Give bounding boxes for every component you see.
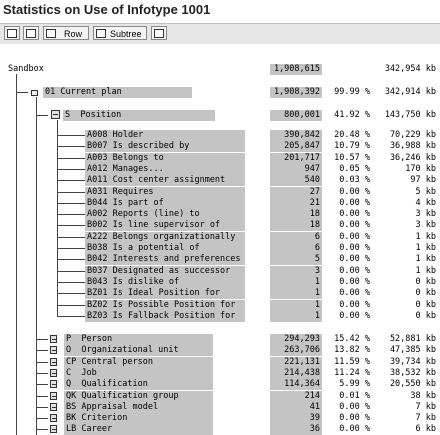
tree-area xyxy=(0,44,440,435)
relation-kb: 3 kb xyxy=(415,220,436,231)
hierarchy-icon xyxy=(154,29,164,38)
position-node[interactable]: S Position xyxy=(63,110,215,121)
relation-pct: 0.00 % xyxy=(339,186,370,197)
object-type-row[interactable]: O Organizational unit xyxy=(64,345,213,356)
relation-pct: 0.00 % xyxy=(339,231,370,242)
row-icon xyxy=(46,29,56,38)
plan-count: 1,908,392 xyxy=(270,87,322,98)
relation-kb: 5 kb xyxy=(415,186,436,197)
relation-count: 18 xyxy=(270,220,322,231)
position-pct: 41.92 % xyxy=(334,110,370,120)
relation-pct: 0.00 % xyxy=(339,254,370,265)
row-button-label: Row xyxy=(64,29,83,39)
tree-line xyxy=(57,135,85,136)
relation-count: 27 xyxy=(270,187,322,198)
object-count: 263,706 xyxy=(270,345,322,356)
relation-count: 1 xyxy=(270,300,322,311)
object-pct: 15.42 % xyxy=(334,334,370,344)
hierarchy-button[interactable] xyxy=(151,26,167,40)
object-count: 39 xyxy=(270,413,322,424)
relation-row[interactable]: BZ03 Is Fallback Position for xyxy=(85,311,245,322)
tree-line xyxy=(36,339,48,340)
expand-icon[interactable] xyxy=(50,392,57,400)
object-count: 36 xyxy=(270,424,322,435)
object-count: 214,438 xyxy=(270,368,322,379)
tree-line xyxy=(36,429,48,430)
object-pct: 13.82 % xyxy=(334,345,370,356)
relation-kb: 1 kb xyxy=(415,265,436,276)
relation-count: 205,847 xyxy=(270,141,322,152)
object-count: 114,364 xyxy=(270,379,322,390)
object-pct: 0.01 % xyxy=(339,390,370,401)
relation-count: 3 xyxy=(270,266,322,277)
tree-line xyxy=(57,214,85,215)
position-kb: 143,750 kb xyxy=(384,110,436,120)
relation-kb: 1 kb xyxy=(415,243,436,253)
tree-line xyxy=(36,115,48,116)
object-type-row[interactable]: QK Qualification group xyxy=(64,391,213,402)
relation-row[interactable]: B043 Is dislike of xyxy=(85,277,245,288)
tree-line xyxy=(57,271,85,272)
relation-kb: 170 kb xyxy=(405,163,436,174)
relation-count: 6 xyxy=(270,232,322,243)
relation-pct: 10.79 % xyxy=(334,141,370,152)
collapse-icon[interactable] xyxy=(51,110,60,119)
relation-kb: 70,229 kb xyxy=(389,130,436,140)
relation-pct: 0.00 % xyxy=(339,288,370,299)
relation-row[interactable]: BZ02 Is Possible Position for xyxy=(85,300,245,311)
expand-icon[interactable] xyxy=(50,358,57,366)
expand-all-button[interactable] xyxy=(4,26,20,40)
relation-row[interactable]: A011 Cost center assignment xyxy=(85,175,245,186)
object-type-row[interactable]: BS Appraisal model xyxy=(64,402,213,413)
object-kb: 7 kb xyxy=(415,413,436,424)
tree-line xyxy=(36,362,48,363)
relation-count: 6 xyxy=(270,243,322,254)
relation-pct: 0.00 % xyxy=(339,299,370,310)
page-title: Statistics on Use of Infotype 1001 xyxy=(3,2,211,17)
relation-kb: 0 kb xyxy=(415,276,436,287)
relation-count: 1 xyxy=(270,311,322,322)
relation-row[interactable]: A003 Belongs to xyxy=(85,153,245,164)
tree-line xyxy=(57,192,85,193)
root-count: 1,908,615 xyxy=(270,64,322,75)
relation-pct: 0.00 % xyxy=(339,276,370,287)
relation-pct: 0.00 % xyxy=(339,197,370,208)
plan-pct: 99.99 % xyxy=(334,87,370,97)
tree-line xyxy=(57,305,85,306)
tree-line xyxy=(57,225,85,226)
relation-kb: 1 kb xyxy=(415,231,436,242)
object-kb: 47,385 kb xyxy=(389,345,436,356)
object-count: 294,293 xyxy=(270,334,322,345)
expand-icon[interactable] xyxy=(50,425,57,433)
relation-count: 540 xyxy=(270,175,322,186)
tree-line xyxy=(36,407,48,408)
tree-line xyxy=(57,293,85,294)
relation-pct: 0.00 % xyxy=(339,310,370,321)
relation-row[interactable]: B002 Is line supervisor of xyxy=(85,220,245,231)
expand-icon[interactable] xyxy=(50,403,57,411)
object-type-row[interactable]: CP Central person xyxy=(64,357,213,368)
collapse-all-button[interactable] xyxy=(23,26,39,40)
position-count: 800,001 xyxy=(270,110,322,121)
relation-row[interactable]: BZ01 Is Ideal Position for xyxy=(85,288,245,299)
tree-line xyxy=(57,146,85,147)
object-pct: 5.99 % xyxy=(339,379,370,390)
tree-line xyxy=(36,418,48,419)
tree-line xyxy=(36,396,48,397)
relation-row[interactable]: A222 Belongs organizationally xyxy=(85,232,245,243)
tree-line xyxy=(57,158,85,159)
relation-pct: 10.57 % xyxy=(334,152,370,163)
tree-line xyxy=(57,237,85,238)
subtree-button-label: Subtree xyxy=(110,29,142,39)
relation-kb: 36,988 kb xyxy=(389,141,436,152)
object-pct: 11.24 % xyxy=(334,367,370,378)
expand-icon[interactable] xyxy=(50,346,57,354)
object-pct: 11.59 % xyxy=(334,356,370,367)
relation-count: 1 xyxy=(270,288,322,299)
object-type-row[interactable]: BK Criterion xyxy=(64,413,213,424)
object-kb: 7 kb xyxy=(415,401,436,412)
relation-row[interactable]: B007 Is described by xyxy=(85,141,245,152)
object-kb: 52,881 kb xyxy=(389,334,436,344)
relation-row[interactable]: B044 Is part of xyxy=(85,198,245,209)
relation-pct: 20.48 % xyxy=(334,130,370,140)
relation-pct: 0.05 % xyxy=(339,163,370,174)
relation-kb: 3 kb xyxy=(415,209,436,220)
tree-line xyxy=(57,169,85,170)
relation-kb: 0 kb xyxy=(415,288,436,299)
object-kb: 39,734 kb xyxy=(389,356,436,367)
relation-pct: 0.00 % xyxy=(339,220,370,231)
object-kb: 20,550 kb xyxy=(389,379,436,390)
object-kb: 38,532 kb xyxy=(389,367,436,378)
expand-all-icon xyxy=(7,29,17,38)
plan-node[interactable]: 01 Current plan xyxy=(43,87,192,98)
relation-kb: 0 kb xyxy=(415,299,436,310)
expand-icon[interactable] xyxy=(50,414,57,422)
relation-pct: 0.00 % xyxy=(339,265,370,276)
object-count: 221,131 xyxy=(270,357,322,368)
toolbar xyxy=(0,23,440,45)
tree-line xyxy=(57,248,85,249)
subtree-icon xyxy=(96,29,106,38)
relation-row[interactable]: A031 Requires xyxy=(85,187,245,198)
tree-line xyxy=(36,373,48,374)
expand-icon[interactable] xyxy=(50,335,57,343)
object-count: 41 xyxy=(270,402,322,413)
relation-kb: 4 kb xyxy=(415,197,436,208)
object-type-row[interactable]: Q Qualification xyxy=(64,379,213,390)
tree-line xyxy=(36,384,48,385)
tree-line xyxy=(57,180,85,181)
relation-count: 5 xyxy=(270,254,322,265)
tree-line xyxy=(57,282,85,283)
tree-line xyxy=(57,259,85,260)
relation-kb: 36,246 kb xyxy=(389,152,436,163)
relation-pct: 0.00 % xyxy=(339,243,370,253)
tree-root-label[interactable]: Sandbox xyxy=(8,64,44,74)
relation-pct: 0.03 % xyxy=(339,175,370,186)
tree-line xyxy=(57,120,58,317)
relation-row[interactable]: B042 Interests and preferences xyxy=(85,254,245,265)
root-kb: 342,954 kb xyxy=(384,64,436,74)
relation-row[interactable]: A008 Holder xyxy=(85,130,245,141)
object-pct: 0.00 % xyxy=(339,413,370,424)
object-type-row[interactable]: C Job xyxy=(64,368,213,379)
relation-count: 21 xyxy=(270,198,322,209)
row-button[interactable] xyxy=(43,26,89,40)
relation-kb: 97 kb xyxy=(410,175,436,186)
relation-kb: 0 kb xyxy=(415,310,436,321)
relation-row[interactable]: B037 Designated as successor xyxy=(85,266,245,277)
relation-row[interactable]: B038 Is a potential of xyxy=(85,243,245,254)
relation-count: 390,842 xyxy=(270,130,322,141)
tree-line xyxy=(16,92,28,93)
relation-pct: 0.00 % xyxy=(339,209,370,220)
tree-line xyxy=(36,350,48,351)
object-type-row[interactable]: LB Career xyxy=(64,424,213,435)
relation-count: 1 xyxy=(270,277,322,288)
object-kb: 6 kb xyxy=(415,424,436,435)
subtree-button[interactable] xyxy=(93,26,147,40)
tree-line xyxy=(16,74,17,435)
object-kb: 38 kb xyxy=(410,390,436,401)
tree-line xyxy=(57,203,85,204)
relation-row[interactable]: A002 Reports (line) to xyxy=(85,209,245,220)
collapse-all-icon xyxy=(26,29,36,38)
tree-line xyxy=(57,316,85,317)
object-type-row[interactable]: P Person xyxy=(64,334,213,345)
relation-row[interactable]: A012 Manages... xyxy=(85,164,245,175)
plan-kb: 342,914 kb xyxy=(384,87,436,97)
object-pct: 0.00 % xyxy=(339,401,370,412)
object-count: 214 xyxy=(270,391,322,402)
relation-count: 201,717 xyxy=(270,153,322,164)
expand-icon[interactable] xyxy=(50,380,57,388)
relation-kb: 1 kb xyxy=(415,254,436,265)
relation-count: 947 xyxy=(270,164,322,175)
expand-icon[interactable] xyxy=(50,369,57,377)
relation-count: 18 xyxy=(270,209,322,220)
object-pct: 0.00 % xyxy=(339,424,370,435)
